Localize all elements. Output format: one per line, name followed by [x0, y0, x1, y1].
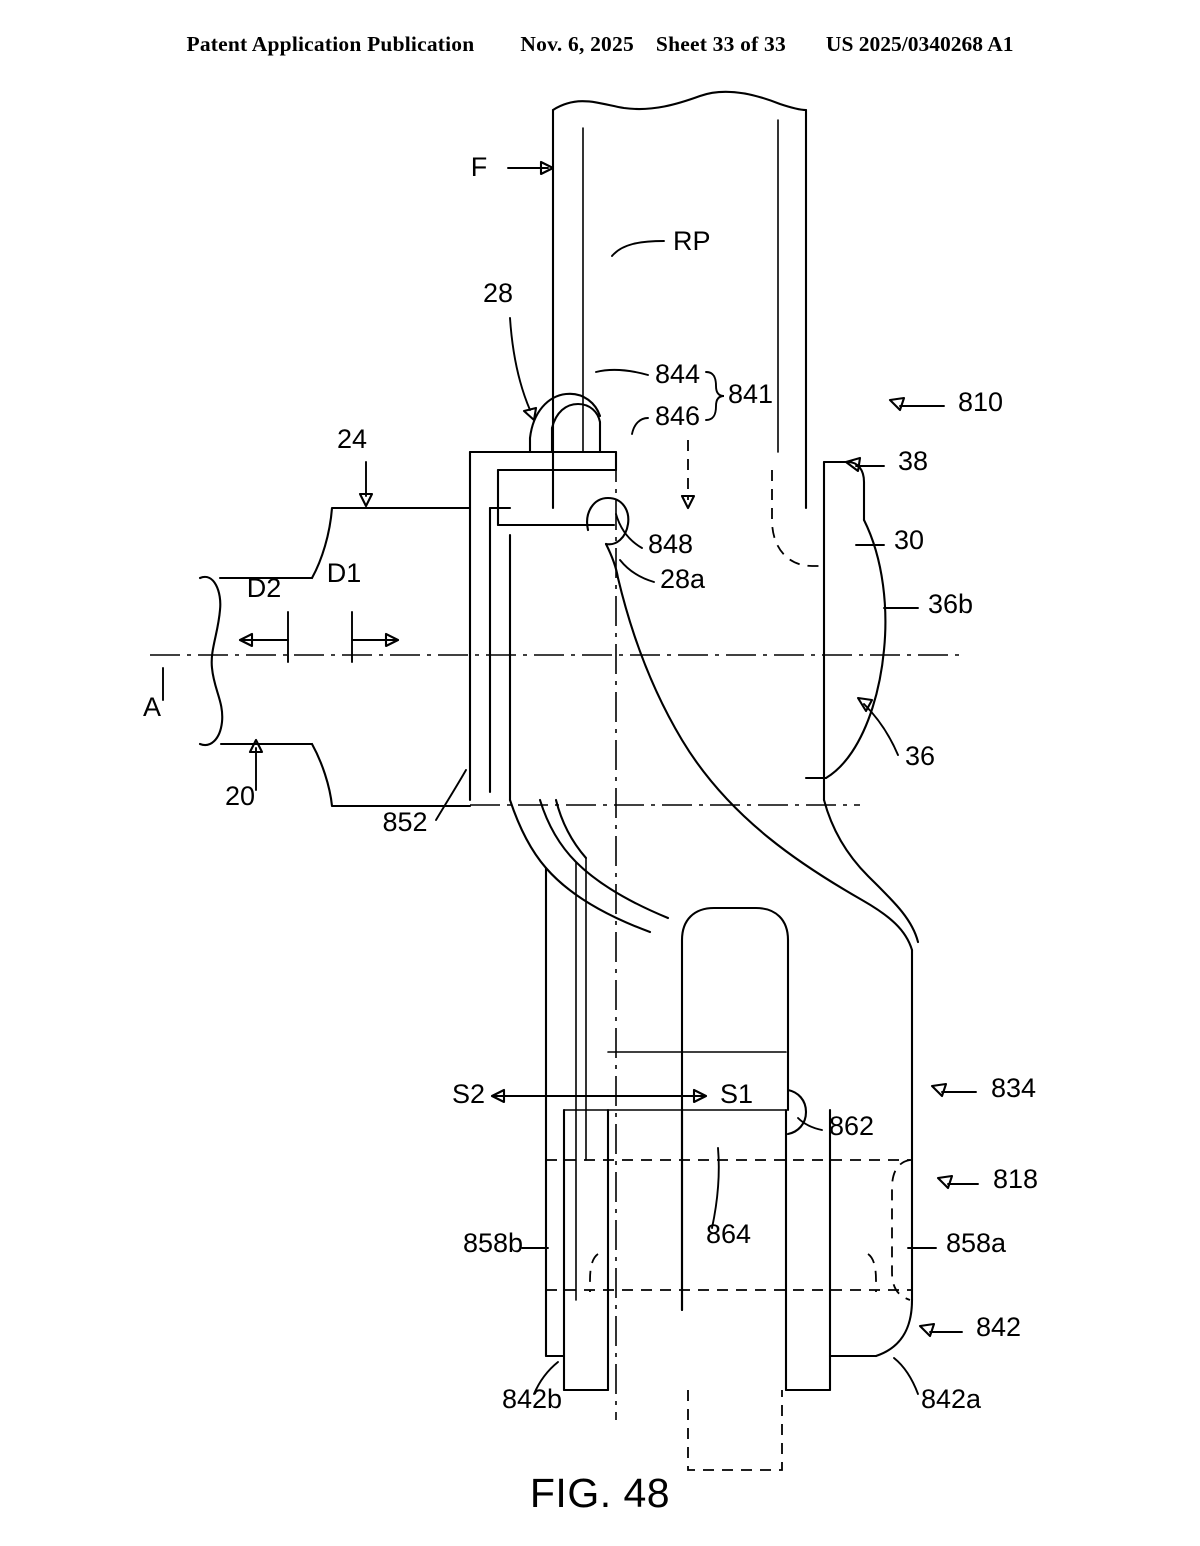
shaft-shoulder-bottom [312, 744, 470, 806]
label-RP: RP [673, 226, 711, 256]
label-841: 841 [728, 379, 774, 409]
label-S2: S2 [452, 1079, 486, 1109]
label-842a: 842a [921, 1384, 982, 1414]
body-right-profile [876, 950, 912, 1356]
label-852: 852 [382, 807, 428, 837]
hook-848 [587, 498, 628, 544]
tab-862 [788, 1090, 806, 1134]
hidden-fillet-858b [590, 1254, 598, 1292]
leader-lines [163, 162, 978, 1394]
hidden-bore-36 [772, 470, 824, 566]
label-844: 844 [655, 359, 701, 389]
label-A: A [142, 692, 162, 722]
stem-break-top [553, 92, 806, 110]
reference-numerals [143, 152, 1038, 1414]
label-28: 28 [482, 278, 514, 308]
label-864: 864 [706, 1219, 752, 1249]
label-38: 38 [898, 446, 929, 476]
label-F: F [470, 152, 488, 182]
hidden-fillet-right [892, 1160, 910, 1300]
label-24: 24 [336, 424, 368, 454]
slot-864-outline [682, 908, 788, 1310]
hook-28-inner [552, 404, 600, 428]
shaft-break-left [200, 577, 222, 745]
label-20: 20 [224, 781, 256, 811]
arm-left-inner2 [556, 800, 586, 858]
label-858a: 858a [946, 1228, 1007, 1258]
header-publication: Patent Application Publication [186, 32, 475, 56]
label-818: 818 [993, 1164, 1039, 1194]
arm-right-upper [824, 800, 918, 942]
label-D2: D2 [246, 573, 282, 603]
label-842: 842 [976, 1312, 1022, 1342]
hidden-bottom-extension [688, 1390, 782, 1470]
label-810: 810 [958, 387, 1004, 417]
label-30: 30 [894, 525, 925, 555]
direction-s2 [492, 1090, 548, 1102]
header-date: Nov. 6, 2025 [520, 32, 634, 56]
boss-36-outer [826, 520, 885, 778]
figure-caption: FIG. 48 [529, 1470, 671, 1516]
label-36: 36 [905, 741, 936, 771]
label-858b: 858b [463, 1228, 524, 1258]
label-848: 848 [648, 529, 694, 559]
label-28a: 28a [660, 564, 706, 594]
label-D1: D1 [326, 558, 362, 588]
label-S1: S1 [720, 1079, 754, 1109]
label-862: 862 [829, 1111, 875, 1141]
header-patent-number: US 2025/0340268 A1 [825, 32, 1014, 56]
hook-28-outer [530, 394, 600, 438]
arm-left-inner [540, 800, 668, 918]
label-834: 834 [991, 1073, 1037, 1103]
label-36b: 36b [928, 589, 974, 619]
hidden-fillet-858a [868, 1254, 876, 1292]
arm-diagonal-rib [618, 578, 912, 950]
label-842b: 842b [502, 1384, 563, 1414]
label-846: 846 [655, 401, 701, 431]
header-sheet: Sheet 33 of 33 [655, 32, 786, 56]
